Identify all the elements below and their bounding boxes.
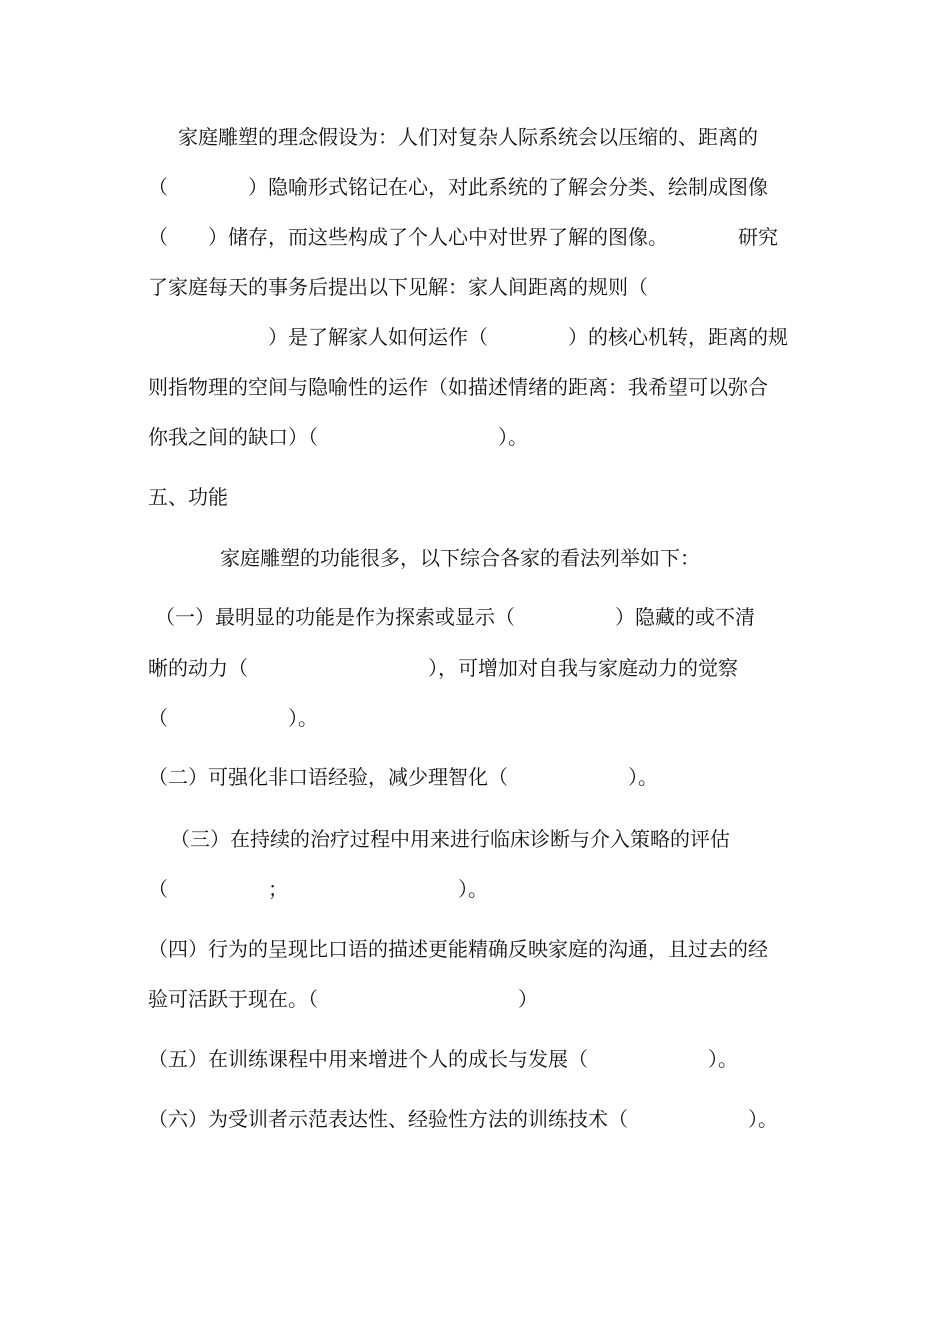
function-item-1-line-2: 晰的动力（ ），可增加对自我与家庭动力的觉察: [148, 656, 738, 680]
function-item-5: （五）在训练课程中用来增进个人的成长与发展（ ）。: [148, 1047, 738, 1071]
function-item-1-line-1: （一）最明显的功能是作为探索或显示（ ）隐藏的或不清: [155, 605, 755, 629]
function-item-1-line-3: （ ）。: [148, 706, 318, 730]
paragraph-line-7: 你我之间的缺口）（ ）。: [148, 425, 528, 449]
paragraph-line-2: （ ）隐喻形式铭记在心，对此系统的了解会分类、绘制成图像: [148, 175, 768, 199]
function-item-4-line-1: （四）行为的呈现比口语的描述更能精确反映家庭的沟通，且过去的经: [148, 937, 768, 961]
paragraph-line-5: ）是了解家人如何运作（ ）的核心机转，距离的规: [148, 325, 788, 349]
function-item-6: （六）为受训者示范表达性、经验性方法的训练技术（ ）。: [148, 1107, 778, 1131]
paragraph-line-4: 了家庭每天的事务后提出以下见解：家人间距离的规则（: [148, 275, 648, 299]
function-item-3-line-2: （ ； ）。: [148, 877, 488, 901]
paragraph-line-3: （ ）储存，而这些构成了个人心中对世界了解的图像。 研究: [148, 225, 778, 249]
paragraph-line-1: 家庭雕塑的理念假设为：人们对复杂人际系统会以压缩的、距离的: [178, 125, 758, 149]
function-item-4-line-2: 验可活跃于现在。（ ）: [148, 987, 538, 1011]
functions-intro: 家庭雕塑的功能很多，以下综合各家的看法列举如下：: [220, 546, 700, 570]
function-item-3-line-1: （三）在持续的治疗过程中用来进行临床诊断与介入策略的评估: [170, 827, 730, 851]
function-item-2: （二）可强化非口语经验，减少理智化（ ）。: [148, 765, 658, 789]
section-heading: 五、功能: [148, 485, 228, 509]
paragraph-line-6: 则指物理的空间与隐喻性的运作（如描述情绪的距离：我希望可以弥合: [148, 375, 768, 399]
